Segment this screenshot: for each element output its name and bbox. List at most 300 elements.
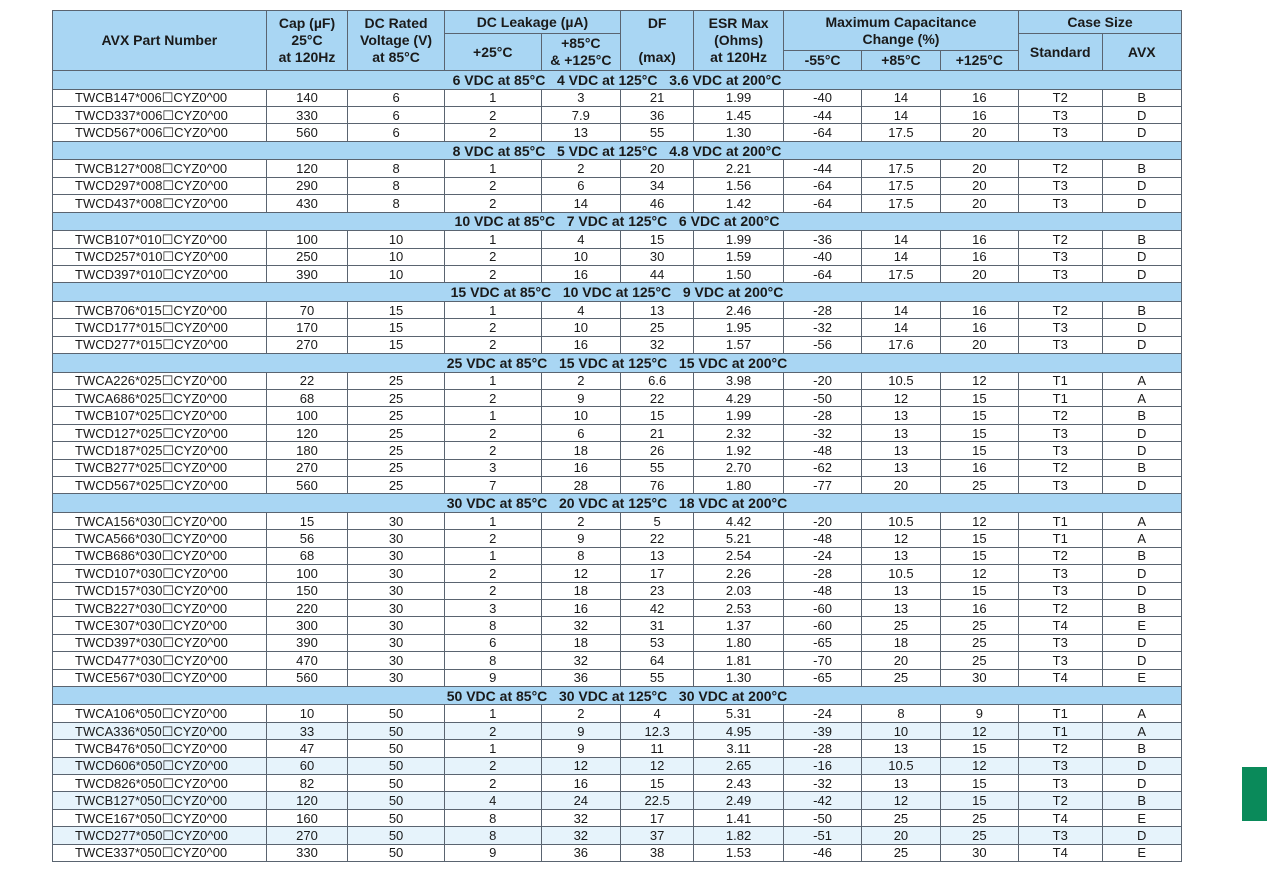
table-cell: 170 [266,319,347,336]
header-leak-85c: +85°C & +125°C [541,34,620,71]
table-cell: 330 [266,106,347,123]
table-row [53,757,1182,774]
table-cell: 30 [348,599,445,616]
table-cell: 2.49 [694,792,784,809]
table-cell: 1.81 [694,652,784,669]
table-cell: 9 [541,740,620,757]
table-cell: 15 [621,231,694,248]
table-cell: 36 [621,106,694,123]
table-row [53,652,1182,669]
table-cell: 60 [266,757,347,774]
table-cell: 25 [348,372,445,389]
table-cell: -36 [783,231,861,248]
header-df: DF (max) [621,11,694,71]
table-cell: -32 [783,319,861,336]
table-cell: 16 [940,231,1018,248]
table-cell: 16 [940,89,1018,106]
table-cell: D [1102,775,1182,792]
table-cell: 2.21 [694,160,784,177]
table-cell: 20 [621,160,694,177]
table-cell: 1.45 [694,106,784,123]
table-cell: 56 [266,530,347,547]
table-cell: 2.70 [694,459,784,476]
table-cell: 32 [541,809,620,826]
table-cell: 4.29 [694,390,784,407]
table-cell: 2 [444,565,541,582]
table-cell: 9 [541,530,620,547]
table-cell: 220 [266,599,347,616]
table-cell: T1 [1019,372,1102,389]
section-title: 30 VDC at 85°C 20 VDC at 125°C 18 VDC at 200°C [53,494,1182,513]
table-cell: 18 [862,634,940,651]
table-row [53,844,1182,861]
table-cell: 17.5 [862,265,940,282]
table-cell: 53 [621,634,694,651]
table-cell: -64 [783,195,861,212]
table-cell: T3 [1019,652,1102,669]
table-row [53,827,1182,844]
table-cell: 3 [541,89,620,106]
table-cell: 2 [444,106,541,123]
table-cell: 1 [444,740,541,757]
section-title: 15 VDC at 85°C 10 VDC at 125°C 9 VDC at 200°C [53,283,1182,302]
table-cell: 2 [444,248,541,265]
table-row [53,372,1182,389]
table-cell: 120 [266,792,347,809]
table-cell: T3 [1019,424,1102,441]
table-row [53,390,1182,407]
table-cell: T3 [1019,265,1102,282]
table-cell: 1.80 [694,477,784,494]
table-cell: 2 [444,442,541,459]
table-row [53,669,1182,686]
table-cell: 6.6 [621,372,694,389]
section-title: 10 VDC at 85°C 7 VDC at 125°C 6 VDC at 200°C [53,212,1182,231]
part-number-cell: TWCA336*050☐CYZ0^00 [53,722,267,739]
table-cell: 2 [444,336,541,353]
table-cell: 25 [862,669,940,686]
table-cell: 25 [940,827,1018,844]
table-cell: 5.21 [694,530,784,547]
table-cell: T4 [1019,617,1102,634]
spec-table-container [52,10,1182,862]
table-cell: 13 [621,301,694,318]
table-cell: A [1102,530,1182,547]
table-cell: T3 [1019,336,1102,353]
table-cell: 270 [266,827,347,844]
table-cell: T2 [1019,792,1102,809]
table-cell: D [1102,336,1182,353]
header-case-size: Case Size [1019,11,1182,34]
table-cell: -64 [783,177,861,194]
table-cell: E [1102,844,1182,861]
table-cell: D [1102,124,1182,141]
table-cell: 25 [940,652,1018,669]
voltage-section-header [53,141,1182,160]
table-cell: T1 [1019,530,1102,547]
table-cell: 17.5 [862,160,940,177]
table-row [53,512,1182,529]
table-cell: T1 [1019,512,1102,529]
table-row [53,319,1182,336]
table-cell: 20 [940,336,1018,353]
table-cell: 12 [940,372,1018,389]
table-cell: 70 [266,301,347,318]
part-number-cell: TWCB277*025☐CYZ0^00 [53,459,267,476]
table-cell: -44 [783,160,861,177]
table-cell: 1.99 [694,407,784,424]
table-cell: 1.57 [694,336,784,353]
table-cell: T3 [1019,775,1102,792]
table-cell: 25 [862,617,940,634]
table-cell: T2 [1019,459,1102,476]
table-cell: 20 [940,160,1018,177]
table-cell: 1.92 [694,442,784,459]
table-cell: 560 [266,124,347,141]
table-cell: 16 [940,301,1018,318]
table-cell: 68 [266,390,347,407]
table-row [53,582,1182,599]
table-cell: 16 [541,775,620,792]
table-cell: 150 [266,582,347,599]
table-cell: 1.41 [694,809,784,826]
table-cell: 30 [348,634,445,651]
table-cell: B [1102,740,1182,757]
table-cell: 2 [444,319,541,336]
table-cell: 1.99 [694,231,784,248]
table-cell: 18 [541,582,620,599]
table-cell: 17.6 [862,336,940,353]
table-cell: 1 [444,160,541,177]
table-cell: 32 [541,652,620,669]
header-rated-voltage: DC Rated Voltage (V) at 85°C [348,11,445,71]
table-cell: 15 [940,740,1018,757]
table-cell: -51 [783,827,861,844]
table-cell: D [1102,177,1182,194]
table-row [53,599,1182,616]
table-cell: -28 [783,565,861,582]
table-cell: 13 [862,547,940,564]
table-cell: 9 [541,390,620,407]
header-dc-leakage: DC Leakage (µA) [444,11,620,34]
table-row [53,89,1182,106]
table-cell: D [1102,442,1182,459]
table-cell: T2 [1019,407,1102,424]
table-cell: B [1102,231,1182,248]
part-number-cell: TWCD277*050☐CYZ0^00 [53,827,267,844]
table-cell: 36 [541,844,620,861]
table-cell: 50 [348,775,445,792]
table-row [53,407,1182,424]
table-cell: 390 [266,265,347,282]
table-cell: 1 [444,89,541,106]
table-cell: 64 [621,652,694,669]
table-cell: T1 [1019,705,1102,722]
table-cell: E [1102,617,1182,634]
table-cell: 470 [266,652,347,669]
table-cell: 38 [621,844,694,861]
table-cell: T1 [1019,722,1102,739]
table-cell: 2 [444,530,541,547]
table-cell: 25 [940,809,1018,826]
table-row [53,547,1182,564]
table-cell: 15 [940,442,1018,459]
table-cell: 6 [348,124,445,141]
part-number-cell: TWCD187*025☐CYZ0^00 [53,442,267,459]
table-cell: 3.11 [694,740,784,757]
table-cell: B [1102,89,1182,106]
table-cell: 1 [444,372,541,389]
table-cell: -48 [783,530,861,547]
table-cell: 15 [348,301,445,318]
table-cell: 25 [348,407,445,424]
table-row [53,705,1182,722]
table-cell: 20 [940,124,1018,141]
table-cell: T2 [1019,231,1102,248]
table-cell: 30 [621,248,694,265]
header-p85: +85°C [862,51,940,71]
table-row [53,565,1182,582]
table-cell: 15 [940,547,1018,564]
table-cell: 14 [862,319,940,336]
table-cell: 2.43 [694,775,784,792]
part-number-cell: TWCE567*030☐CYZ0^00 [53,669,267,686]
part-number-cell: TWCB147*006☐CYZ0^00 [53,89,267,106]
table-cell: 6 [541,424,620,441]
table-cell: B [1102,792,1182,809]
table-cell: 82 [266,775,347,792]
table-cell: 50 [348,827,445,844]
table-cell: T2 [1019,547,1102,564]
table-cell: 160 [266,809,347,826]
table-cell: 17.5 [862,124,940,141]
table-cell: -50 [783,809,861,826]
table-cell: 31 [621,617,694,634]
part-number-cell: TWCA156*030☐CYZ0^00 [53,512,267,529]
table-cell: 2 [444,757,541,774]
table-cell: 12 [862,390,940,407]
part-number-cell: TWCB686*030☐CYZ0^00 [53,547,267,564]
table-cell: 560 [266,477,347,494]
table-cell: 13 [541,124,620,141]
table-cell: 15 [621,775,694,792]
table-cell: 16 [541,336,620,353]
table-cell: 10.5 [862,565,940,582]
table-cell: 13 [862,740,940,757]
table-cell: -42 [783,792,861,809]
table-cell: 270 [266,336,347,353]
voltage-section-header [53,71,1182,90]
table-cell: 34 [621,177,694,194]
table-cell: E [1102,669,1182,686]
table-cell: T3 [1019,582,1102,599]
part-number-cell: TWCA226*025☐CYZ0^00 [53,372,267,389]
table-row [53,265,1182,282]
part-number-cell: TWCD567*025☐CYZ0^00 [53,477,267,494]
table-cell: 47 [266,740,347,757]
header-leak-25c: +25°C [444,34,541,71]
table-cell: -64 [783,265,861,282]
table-cell: 1.80 [694,634,784,651]
table-cell: 180 [266,442,347,459]
header-m55: -55°C [783,51,861,71]
table-row [53,530,1182,547]
table-cell: -16 [783,757,861,774]
table-cell: 300 [266,617,347,634]
part-number-cell: TWCD567*006☐CYZ0^00 [53,124,267,141]
table-cell: -32 [783,775,861,792]
table-cell: 20 [862,477,940,494]
table-cell: D [1102,319,1182,336]
table-cell: 430 [266,195,347,212]
capacitor-spec-table [52,10,1182,862]
voltage-section-header [53,494,1182,513]
table-cell: A [1102,390,1182,407]
table-cell: 9 [541,722,620,739]
table-row [53,124,1182,141]
table-row [53,617,1182,634]
table-cell: 13 [862,582,940,599]
table-cell: 2 [541,372,620,389]
table-row [53,459,1182,476]
part-number-cell: TWCB127*050☐CYZ0^00 [53,792,267,809]
table-cell: 4 [541,231,620,248]
table-cell: 14 [862,106,940,123]
table-row [53,442,1182,459]
table-cell: 2.32 [694,424,784,441]
table-cell: -40 [783,248,861,265]
table-cell: -28 [783,407,861,424]
table-cell: 17 [621,565,694,582]
table-cell: 560 [266,669,347,686]
table-row [53,775,1182,792]
table-cell: T3 [1019,177,1102,194]
part-number-cell: TWCB706*015☐CYZ0^00 [53,301,267,318]
table-cell: 4 [541,301,620,318]
table-cell: 16 [940,599,1018,616]
table-cell: T2 [1019,599,1102,616]
header-cap-change: Maximum Capacitance Change (%) [783,11,1018,51]
table-cell: 55 [621,459,694,476]
table-cell: -39 [783,722,861,739]
table-cell: 2.65 [694,757,784,774]
table-cell: 6 [348,89,445,106]
table-cell: 55 [621,669,694,686]
table-cell: 68 [266,547,347,564]
table-cell: 250 [266,248,347,265]
table-cell: 30 [348,617,445,634]
table-cell: A [1102,512,1182,529]
table-cell: 13 [862,424,940,441]
table-cell: 25 [862,809,940,826]
table-row [53,106,1182,123]
table-cell: 21 [621,424,694,441]
table-cell: 21 [621,89,694,106]
part-number-cell: TWCA686*025☐CYZ0^00 [53,390,267,407]
table-cell: 22 [621,530,694,547]
table-cell: 12 [541,565,620,582]
table-cell: 25 [348,390,445,407]
table-cell: 50 [348,844,445,861]
table-cell: 9 [444,669,541,686]
table-cell: -44 [783,106,861,123]
table-cell: 32 [541,827,620,844]
voltage-section-header [53,212,1182,231]
table-cell: -48 [783,442,861,459]
table-cell: 1.42 [694,195,784,212]
table-cell: 30 [348,547,445,564]
table-cell: T3 [1019,124,1102,141]
table-cell: 13 [621,547,694,564]
part-number-cell: TWCE337*050☐CYZ0^00 [53,844,267,861]
table-cell: 44 [621,265,694,282]
table-cell: 290 [266,177,347,194]
table-cell: 55 [621,124,694,141]
table-cell: 22.5 [621,792,694,809]
table-cell: 50 [348,792,445,809]
table-cell: E [1102,809,1182,826]
part-number-cell: TWCB107*025☐CYZ0^00 [53,407,267,424]
table-cell: B [1102,301,1182,318]
table-cell: 25 [940,634,1018,651]
table-cell: 14 [862,301,940,318]
voltage-section-header [53,283,1182,302]
table-row [53,177,1182,194]
table-cell: 10 [862,722,940,739]
table-cell: A [1102,705,1182,722]
voltage-section-header [53,354,1182,373]
table-cell: 13 [862,459,940,476]
table-cell: 1.37 [694,617,784,634]
part-number-cell: TWCD826*050☐CYZ0^00 [53,775,267,792]
table-cell: 1 [444,407,541,424]
table-cell: 2 [444,424,541,441]
part-number-cell: TWCD257*010☐CYZ0^00 [53,248,267,265]
table-cell: 3 [444,459,541,476]
part-number-cell: TWCD127*025☐CYZ0^00 [53,424,267,441]
table-cell: 2.26 [694,565,784,582]
table-cell: 42 [621,599,694,616]
table-cell: T3 [1019,757,1102,774]
table-row [53,336,1182,353]
table-cell: 18 [541,442,620,459]
table-cell: 120 [266,160,347,177]
table-cell: -50 [783,390,861,407]
table-cell: B [1102,599,1182,616]
table-cell: 46 [621,195,694,212]
table-cell: 1.99 [694,89,784,106]
table-cell: B [1102,459,1182,476]
table-cell: T2 [1019,160,1102,177]
table-cell: 15 [621,407,694,424]
table-cell: 1.82 [694,827,784,844]
part-number-cell: TWCD297*008☐CYZ0^00 [53,177,267,194]
section-title: 25 VDC at 85°C 15 VDC at 125°C 15 VDC at 200°C [53,354,1182,373]
table-cell: 1.53 [694,844,784,861]
table-cell: 1.59 [694,248,784,265]
table-cell: 9 [444,844,541,861]
table-cell: 15 [266,512,347,529]
table-cell: -32 [783,424,861,441]
table-cell: 12 [862,530,940,547]
table-cell: 16 [940,459,1018,476]
table-cell: 1 [444,512,541,529]
table-cell: 30 [348,512,445,529]
table-cell: 6 [541,177,620,194]
table-cell: 13 [862,599,940,616]
table-cell: 30 [940,669,1018,686]
table-cell: 15 [348,319,445,336]
